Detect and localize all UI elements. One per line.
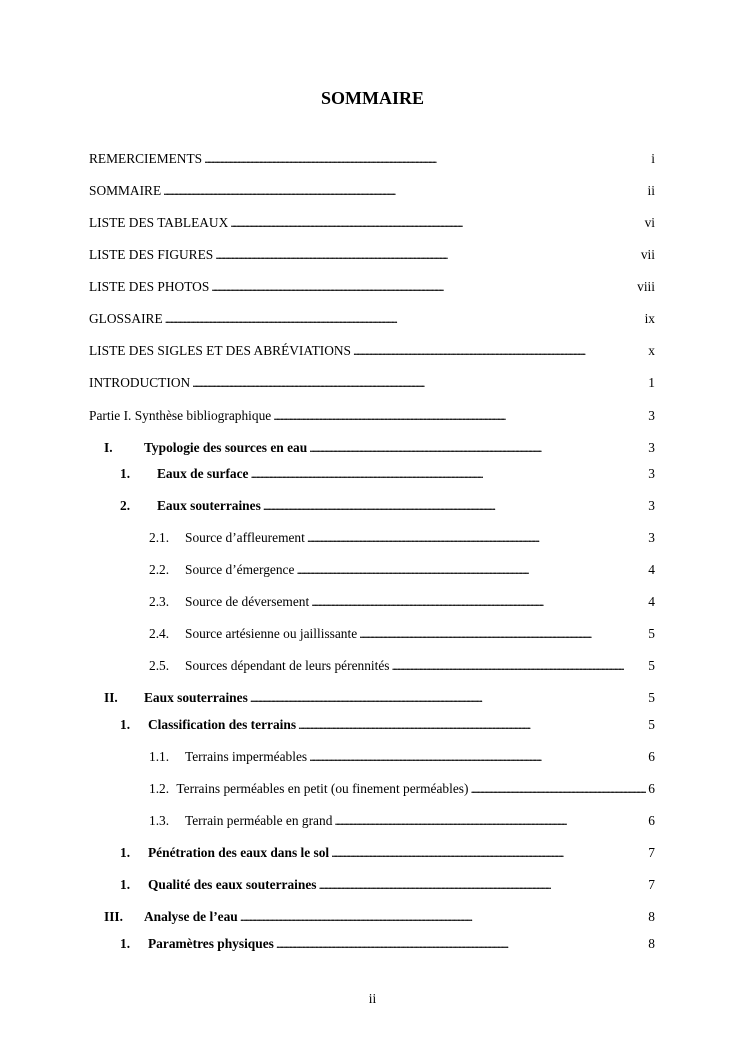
toc-entry-page: 5: [648, 690, 655, 705]
toc-entry[interactable]: [89, 375, 655, 391]
toc-entry-label: Eaux souterraines: [144, 690, 248, 705]
dot-leader: [307, 530, 646, 546]
toc-entry-label: Qualité des eaux souterraines: [148, 877, 317, 892]
toc-entry-number: 2.4.: [149, 626, 170, 641]
toc-entry[interactable]: [149, 562, 655, 578]
toc-entry[interactable]: [149, 530, 655, 546]
toc-entry[interactable]: [120, 936, 655, 952]
toc-entry-page: 4: [648, 562, 655, 577]
toc-entry-label: Source artésienne ou jaillissante: [185, 626, 358, 641]
dot-leader: [263, 498, 647, 514]
toc-entry[interactable]: [120, 877, 655, 893]
toc-entry[interactable]: [149, 658, 655, 674]
toc-entry-number: 2.2.: [149, 562, 170, 577]
toc-entry-number: 1.3.: [149, 813, 170, 828]
dot-leader: [211, 279, 635, 295]
toc-entry-page: i: [651, 151, 655, 166]
toc-entry-page: 6: [648, 749, 655, 764]
toc-entry-label: Sources dépendant de leurs pérennités: [185, 658, 390, 673]
toc-entry[interactable]: [104, 440, 655, 456]
dot-leader: [165, 311, 643, 327]
toc-entry-page: x: [648, 343, 655, 358]
dot-leader: [359, 626, 646, 642]
toc-entry-number: 1.2.: [149, 781, 170, 796]
dot-leader: [163, 183, 645, 199]
page-number-footer: ii: [368, 991, 377, 1006]
dot-leader: [392, 658, 647, 674]
dot-leader: [298, 717, 646, 733]
toc-entry-page: 3: [648, 466, 655, 481]
toc-entry-number: 1.1.: [149, 749, 170, 764]
toc-entry-label: Classification des terrains: [148, 717, 297, 732]
toc-entry-page: 5: [648, 626, 655, 641]
toc-entry-number: 2.3.: [149, 594, 170, 609]
toc-entry-page: 3: [648, 440, 655, 455]
toc-entry-page: 1: [648, 375, 655, 390]
toc-entry[interactable]: [149, 813, 655, 829]
toc-entry[interactable]: [120, 717, 655, 733]
toc-entry[interactable]: [89, 343, 655, 359]
page-title: SOMMAIRE: [321, 88, 424, 108]
toc-entry-label: Pénétration des eaux dans le sol: [148, 845, 330, 860]
toc-entry-page: 4: [648, 594, 655, 609]
toc-entry[interactable]: [89, 183, 655, 199]
dot-leader: [331, 845, 646, 861]
toc-entry[interactable]: [89, 279, 655, 295]
toc-entry-page: 5: [648, 717, 655, 732]
toc-entry-label: Source d’émergence: [185, 562, 295, 577]
toc-entry[interactable]: [89, 311, 655, 327]
dot-leader: [250, 690, 647, 706]
dot-leader: [192, 375, 646, 391]
toc-entry-number: I.: [104, 440, 113, 455]
toc-entry-number: 2.1.: [149, 530, 170, 545]
toc-entry-page: ii: [647, 183, 655, 198]
toc-entry[interactable]: [89, 408, 655, 424]
toc-entry-label: Eaux souterraines: [157, 498, 261, 513]
toc-entry-label: Terrain perméable en grand: [185, 813, 333, 828]
toc-entry-label: Terrains imperméables: [185, 749, 308, 764]
dot-leader: [276, 936, 646, 952]
toc-entry[interactable]: [104, 690, 655, 706]
toc-entry[interactable]: [149, 781, 655, 797]
toc-entry-label: Source d’affleurement: [185, 530, 305, 545]
toc-entry-number: 1.: [120, 877, 131, 892]
toc-entry-number: III.: [104, 909, 123, 924]
toc-entry-label: Typologie des sources en eau: [144, 440, 308, 455]
toc-entry-page: 6: [648, 813, 655, 828]
toc-entry-page: 3: [648, 530, 655, 545]
toc-entry-label: Terrains perméables en petit (ou finement perméables): [176, 781, 469, 796]
toc-entry-page: 7: [648, 877, 655, 892]
toc-entry-number: 2.: [120, 498, 131, 513]
dot-leader: [334, 813, 646, 829]
toc-entry-page: 7: [648, 845, 655, 860]
dot-leader: [311, 594, 646, 610]
toc-entry-label: GLOSSAIRE: [89, 311, 163, 326]
toc-entry-label: Analyse de l’eau: [144, 909, 238, 924]
toc-entry-label: LISTE DES TABLEAUX: [89, 215, 229, 230]
toc-entry-number: 1.: [120, 936, 131, 951]
toc-entry-label: Eaux de surface: [157, 466, 249, 481]
toc-entry[interactable]: [149, 626, 655, 642]
toc-entry-number: II.: [104, 690, 118, 705]
toc-entry-label: Source de déversement: [185, 594, 310, 609]
toc-entry-label: LISTE DES FIGURES: [89, 247, 214, 262]
dot-leader: [251, 466, 647, 482]
toc-entry[interactable]: [104, 909, 655, 925]
toc-entry-page: vii: [640, 247, 655, 262]
toc-entry[interactable]: [89, 247, 655, 263]
toc-entry[interactable]: [149, 594, 655, 610]
dot-leader: [470, 781, 646, 797]
toc-entry-number: 1.: [120, 845, 131, 860]
toc-entry-page: ix: [644, 311, 655, 326]
dot-leader: [309, 749, 646, 765]
toc-entry-page: 5: [648, 658, 655, 673]
toc-entry-label: Partie I. Synthèse bibliographique: [89, 408, 272, 423]
toc-entry-number: 2.5.: [149, 658, 170, 673]
toc-entry-number: 1.: [120, 717, 131, 732]
dot-leader: [273, 408, 646, 424]
dot-leader: [230, 215, 642, 231]
toc-entry-label: SOMMAIRE: [89, 183, 162, 198]
dot-leader: [309, 440, 646, 456]
toc-entry[interactable]: [120, 845, 655, 861]
toc-entry-page: 8: [648, 936, 655, 951]
toc-entry-page: 3: [648, 408, 655, 423]
toc-entry-page: 6: [648, 781, 655, 796]
toc-entry-label: LISTE DES SIGLES ET DES ABRÉVIATIONS: [89, 343, 351, 358]
toc-entry-page: viii: [637, 279, 655, 294]
toc-entry-page: 8: [648, 909, 655, 924]
dot-leader: [240, 909, 647, 925]
toc-entry-page: vi: [644, 215, 655, 230]
dot-leader: [353, 343, 646, 359]
dot-leader: [319, 877, 647, 893]
toc-entry[interactable]: [89, 215, 655, 231]
dot-leader: [215, 247, 639, 263]
toc-entry-number: 1.: [120, 466, 131, 481]
toc-entry[interactable]: [149, 749, 655, 765]
dot-leader: [204, 151, 649, 167]
toc-entry-label: REMERCIEMENTS: [89, 151, 203, 166]
toc-entry[interactable]: [89, 151, 655, 167]
toc-entry-label: Paramètres physiques: [148, 936, 274, 951]
toc-entry-label: INTRODUCTION: [89, 375, 191, 390]
toc-entry[interactable]: [120, 466, 655, 482]
toc-entry-page: 3: [648, 498, 655, 513]
toc-entry-label: LISTE DES PHOTOS: [89, 279, 210, 294]
toc-entry[interactable]: [120, 498, 655, 514]
dot-leader: [296, 562, 646, 578]
